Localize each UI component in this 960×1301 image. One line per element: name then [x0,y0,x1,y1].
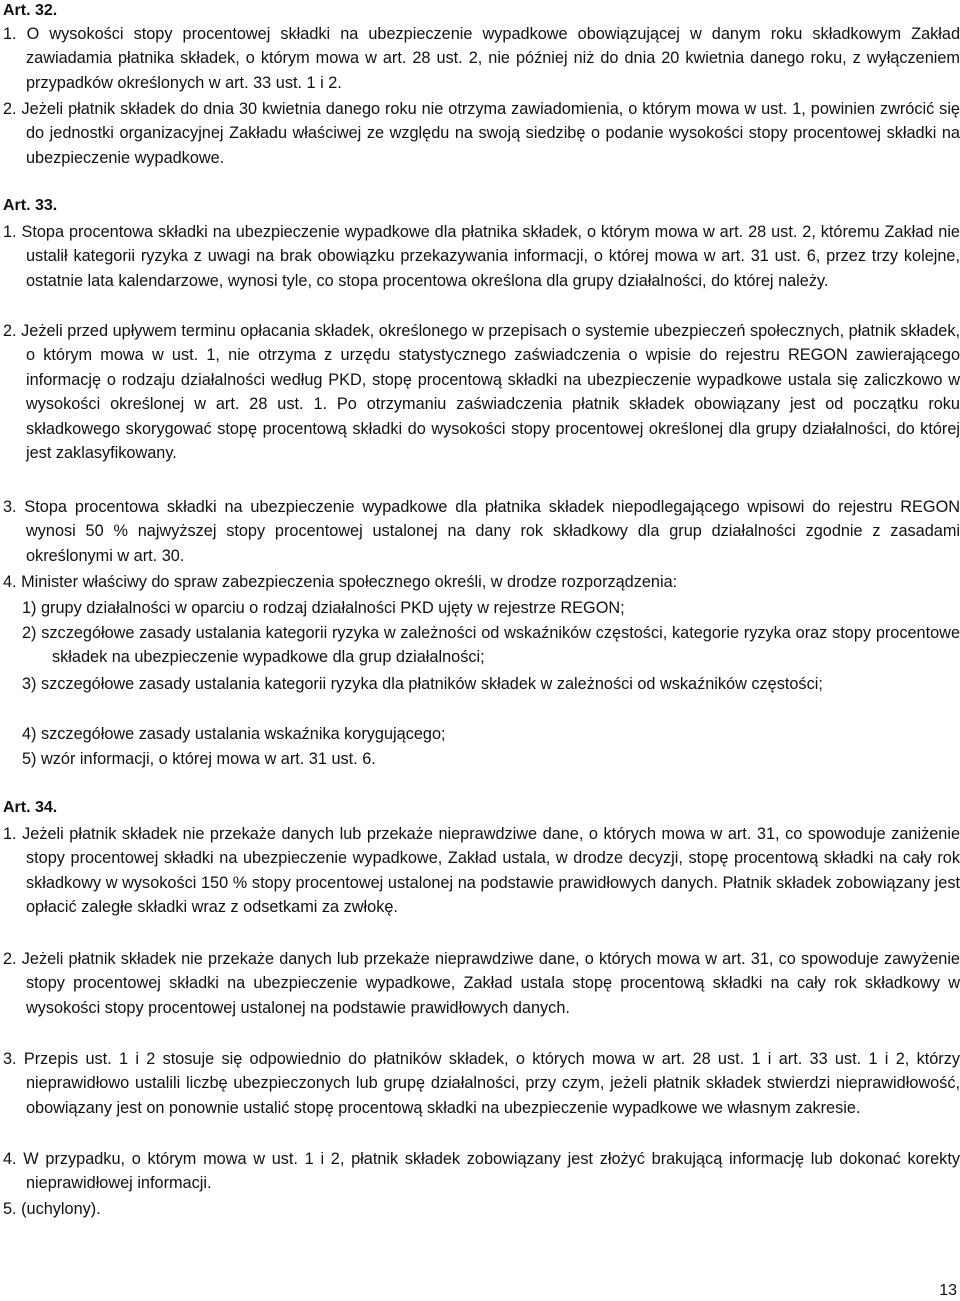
article-33-item-5: 5) wzór informacji, o której mowa w art. 31 ust. 6. [22,750,376,768]
article-33-paragraph-2: 2. Jeżeli przed upływem terminu opłacania składek, określonego w przepisach o systemie ubezpieczeń społecznych, płatnik składek, o którym mowa w ust. 1, nie otrzyma z urzędu statystycznego zaświadczenia o wpisie do rejestru REGON zawierającego informację o rodzaju działalności według PKD, stopę procentową składki na ubezpieczenie wypadkowe ustala się zaliczkowo w wysokości określonej w art. 28 ust. 1. Po otrzymaniu zaświadczenia płatnik składek obowiązany jest od początku roku składkowego skorygować stopę procentową składki do wysokości stopy procentowej określonej dla grupy działalności, do której jest zaklasyfikowany. [3,322,960,463]
article-33-item-2: 2) szczegółowe zasady ustalania kategorii ryzyka w zależności od wskaźników częstości, kategorie ryzyka oraz stopy procentowe składek na ubezpieczenie wypadkowe dla grup działalności; [22,624,960,667]
page-number: 13 [939,1282,957,1299]
article-34-paragraph-2: 2. Jeżeli płatnik składek nie przekaże danych lub przekaże nieprawdziwe dane, o których mowa w art. 31, co spowoduje zawyżenie stopy procentowej składki na ubezpieczenie wypadkowe, Zakład ustala stopę procentową składki na cały rok składkowy w wysokości stopy procentowej ustalonej na podstawie prawidłowych danych. [3,950,960,1017]
article-32-paragraph-2: 2. Jeżeli płatnik składek do dnia 30 kwietnia danego roku nie otrzyma zawiadomienia, o którym mowa w ust. 1, powinien zwrócić się do jednostki organizacyjnej Zakładu właściwej ze względu na swoją siedzibę o podanie wysokości stopy procentowej składki na ubezpieczenie wypadkowe. [3,100,960,167]
article-33-item-4: 4) szczegółowe zasady ustalania wskaźnika korygującego; [22,725,446,743]
article-33-paragraph-4: 4. Minister właściwy do spraw zabezpieczenia społecznego określi, w drodze rozporządzenia: [3,573,678,591]
article-34-heading: Art. 34. [3,799,58,816]
article-32-heading: Art. 32. [3,2,58,19]
article-33-item-3: 3) szczegółowe zasady ustalania kategorii ryzyka dla płatników składek w zależności od wskaźników częstości; [22,675,823,693]
article-34-paragraph-5: 5. (uchylony). [3,1200,101,1218]
article-33-paragraph-3: 3. Stopa procentowa składki na ubezpieczenie wypadkowe dla płatnika składek niepodlegającego wpisowi do rejestru REGON wynosi 50 % najwyższej stopy procentowej ustalonej na dany rok składkowy dla grup działalności zgodnie z zasadami określonymi w art. 30. [3,498,960,565]
article-33-item-1: 1) grupy działalności w oparciu o rodzaj działalności PKD ujęty w rejestrze REGON; [22,599,625,617]
article-34-paragraph-4: 4. W przypadku, o którym mowa w ust. 1 i 2, płatnik składek zobowiązany jest złożyć brakującą informację lub dokonać korekty nieprawidłowej informacji. [3,1150,960,1193]
article-34-paragraph-3: 3. Przepis ust. 1 i 2 stosuje się odpowiednio do płatników składek, o których mowa w art. 28 ust. 1 i art. 33 ust. 1 i 2, którzy nieprawidłowo ustalili liczbę ubezpieczonych lub grupę działalności, przy czym, jeżeli płatnik składek stwierdzi nieprawidłowość, obowiązany jest on ponownie ustalić stopę procentową składki na ubezpieczenie wypadkowe we własnym zakresie. [3,1050,960,1117]
article-33-heading: Art. 33. [3,197,58,214]
article-33-paragraph-1: 1. Stopa procentowa składki na ubezpieczenie wypadkowe dla płatnika składek, o którym mowa w art. 28 ust. 2, któremu Zakład nie ustalił kategorii ryzyka z uwagi na brak obowiązku przekazywania informacji, o której mowa w art. 31 ust. 6, przez trzy kolejne, ostatnie lata kalendarzowe, wynosi tyle, co stopa procentowa określona dla grupy działalności, do której należy. [3,223,960,290]
article-32-paragraph-1: 1. O wysokości stopy procentowej składki na ubezpieczenie wypadkowe obowiązującej w danym roku składkowym Zakład zawiadamia płatnika składek, o którym mowa w art. 28 ust. 2, nie później niż do dnia 20 kwietnia danego roku, z wyłączeniem przypadków określonych w art. 33 ust. 1 i 2. [3,25,960,92]
article-34-paragraph-1: 1. Jeżeli płatnik składek nie przekaże danych lub przekaże nieprawdziwe dane, o których mowa w art. 31, co spowoduje zaniżenie stopy procentowej składki na ubezpieczenie wypadkowe, Zakład ustala, w drodze decyzji, stopę procentową składki na cały rok składkowy w wysokości 150 % stopy procentowej ustalonej na podstawie prawidłowych danych. Płatnik składek zobowiązany jest opłacić zaległe składki wraz z odsetkami za zwłokę. [3,825,960,917]
